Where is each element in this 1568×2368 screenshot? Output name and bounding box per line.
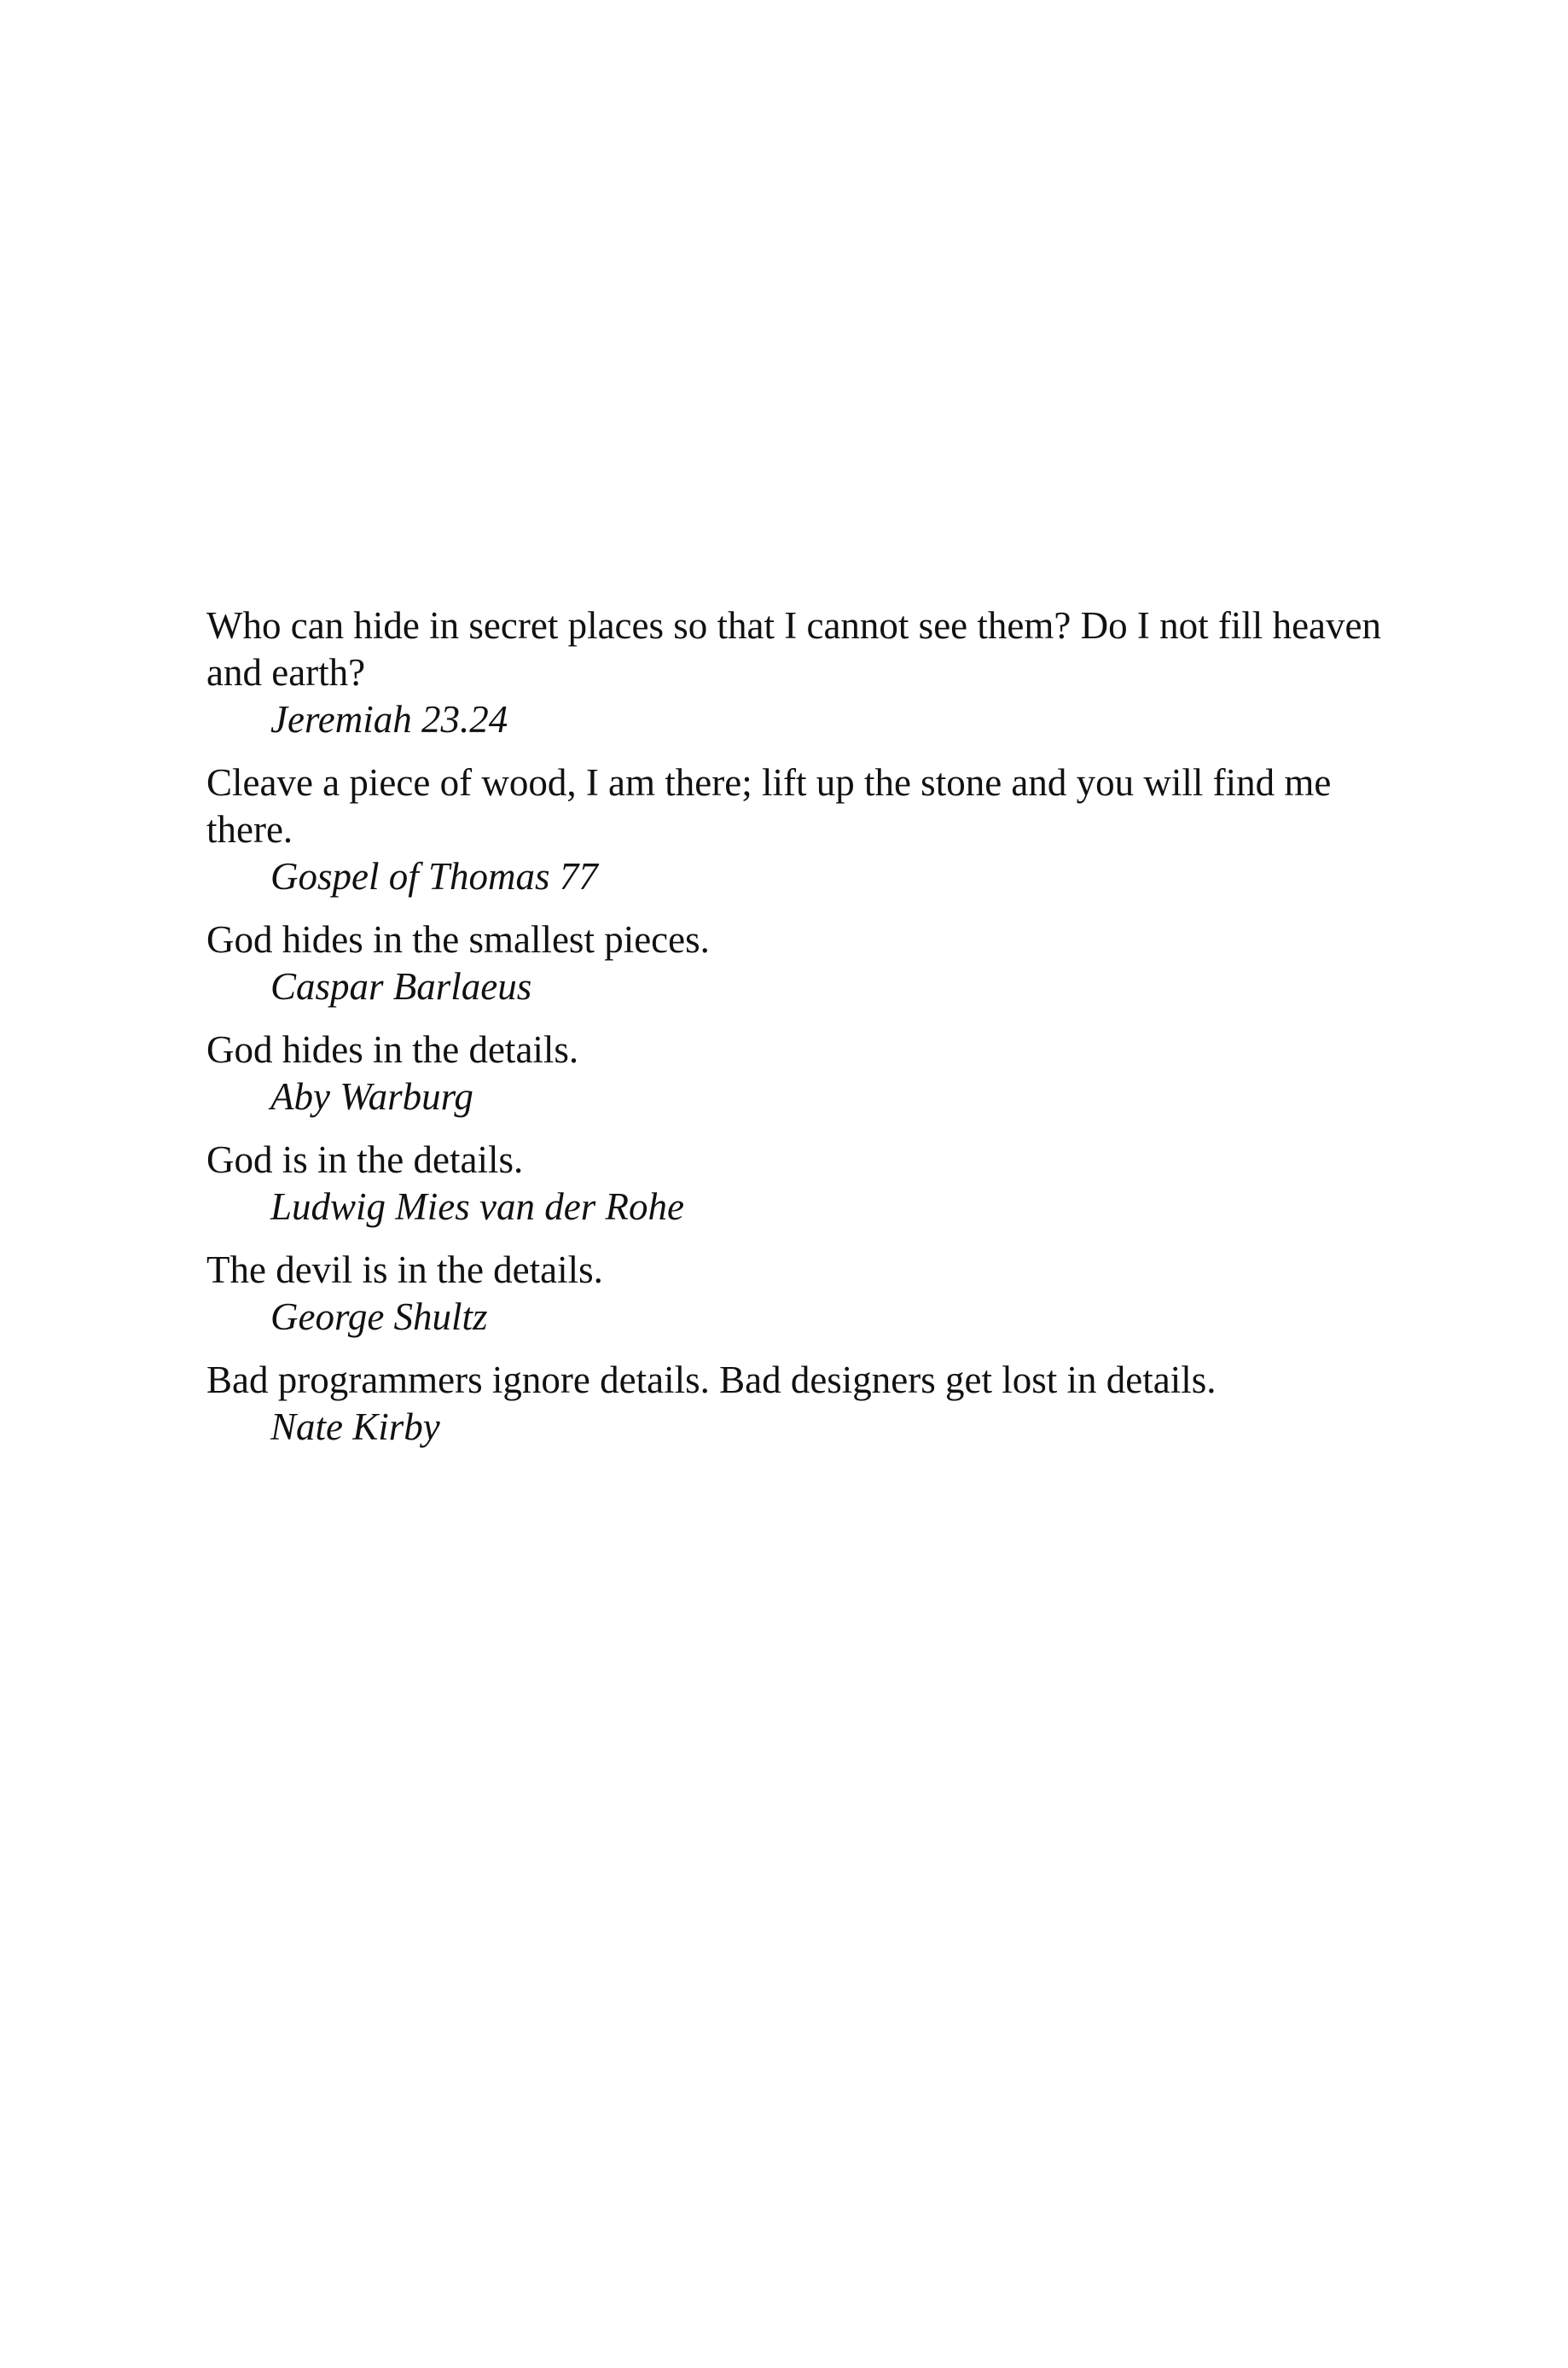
epigraph <box>206 1357 1401 1451</box>
epigraph-quote: God is in the details. <box>206 1138 524 1181</box>
epigraph-attribution: Jeremiah 23.24 <box>270 698 508 741</box>
epigraph <box>206 1247 1401 1341</box>
epigraph-attribution: Gospel of Thomas 77 <box>270 855 598 898</box>
epigraph <box>206 1137 1401 1231</box>
epigraph-quote: Cleave a piece of wood, I am there; lift up the stone and you will find me there. <box>206 761 1332 851</box>
epigraph-quote: God hides in the details. <box>206 1028 579 1071</box>
epigraph <box>206 916 1401 1010</box>
epigraph-attribution: Ludwig Mies van der Rohe <box>270 1185 684 1228</box>
epigraph-quote: God hides in the smallest pieces. <box>206 918 710 961</box>
epigraph-attribution: Caspar Barlaeus <box>270 965 532 1008</box>
epigraph-quote: Who can hide in secret places so that I cannot see them? Do I not fill heaven and earth? <box>206 604 1381 694</box>
epigraph-attribution: Nate Kirby <box>270 1405 440 1448</box>
epigraph-quote: The devil is in the details. <box>206 1248 603 1291</box>
epigraph <box>206 602 1401 743</box>
epigraph <box>206 1027 1401 1120</box>
epigraph <box>206 759 1401 900</box>
epigraph-list <box>206 602 1401 1467</box>
epigraph-quote: Bad programmers ignore details. Bad designers get lost in details. <box>206 1359 1217 1401</box>
epigraph-attribution: Aby Warburg <box>270 1075 473 1118</box>
epigraph-attribution: George Shultz <box>270 1295 488 1338</box>
